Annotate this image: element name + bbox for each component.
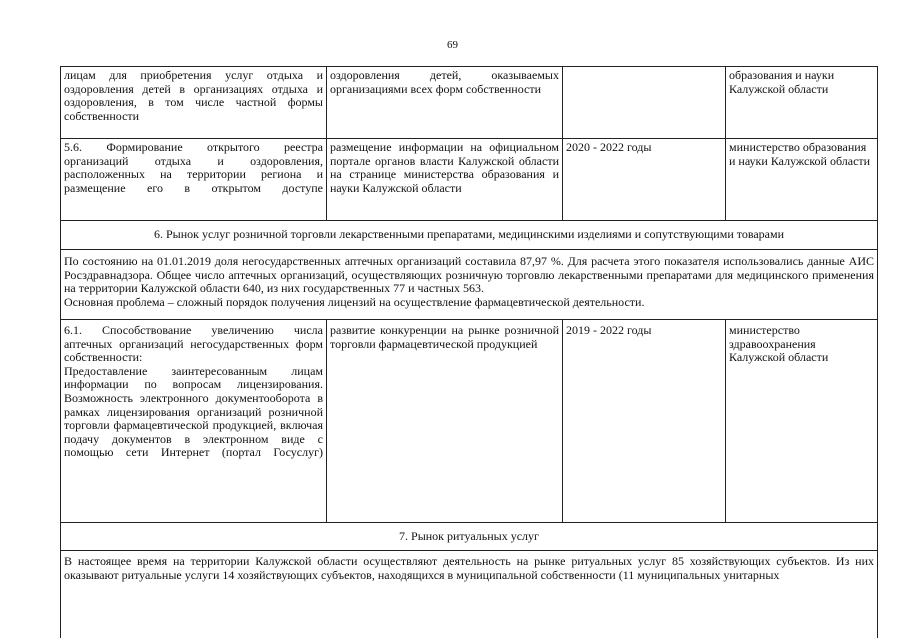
section-6-problem: Основная проблема – сложный порядок получения лицензий на осуществление фармацевтической деятельности. (64, 294, 645, 309)
table-row (61, 138, 877, 221)
section-7-description: В настоящее время на территории Калужской области осуществляют деятельность на рынке ритуальных услуг 85 хозяйствующих субъектов. Из них оказывают ритуальные услуги 14 хозяйствующих субъектов, находящихся в муниципальной собственности (11 муниципальных унитарных (64, 554, 874, 582)
table-row (61, 66, 877, 139)
section-7-title: 7. Рынок ритуальных услуг (399, 529, 539, 543)
section-description-row (61, 249, 877, 320)
responsible-cell: министерство здравоохранения Калужской области (725, 320, 877, 523)
section-6-title: 6. Рынок услуг розничной торговли лекарственными препаратами, медицинскими изделиями и сопутствующими товарами (153, 227, 785, 241)
period-cell (562, 67, 725, 139)
result-cell: размещение информации на официальном портале органов власти Калужской области на странице министерства образования и науки Калужской области (326, 139, 562, 221)
page-number: 69 (447, 39, 458, 51)
measures-table (60, 66, 878, 638)
measure-cell (61, 320, 326, 523)
measure-point: Возможность электронного документооборота в рамках лицензирования организаций розничной торговли фармацевтической продукцией, включая подачу документов в электронном виде с помощью сети Интернет (портал Госуслуг) (64, 390, 323, 460)
responsible-cell: образования и науки Калужской области (725, 67, 877, 139)
section-6-text: По состоянию на 01.01.2019 доля негосударственных аптечных организаций составила 87,97 %. Для расчета этого показателя использовались данные АИС Росздравнадзора. Общее число аптечных организаций, осуществляющих розничную торговлю лекарственными препаратами для медицинского применения на территории Калужской области 640, из них государственных 77 и частных 563. (64, 254, 874, 296)
result-cell: развитие конкуренции на рынке розничной торговли фармацевтической продукцией (326, 320, 562, 523)
period-cell: 2020 - 2022 годы (562, 139, 725, 221)
measure-intro: 6.1. Способствование увеличению числа аптечных организаций негосударственных форм собственности: (64, 323, 323, 365)
table-row (61, 319, 877, 523)
section-6-description (61, 250, 877, 311)
result-cell: оздоровления детей, оказываемых организациями всех форм собственности (326, 67, 562, 139)
measure-cell: лицам для приобретения услуг отдыха и оздоровления детей в организациях отдыха и оздоровления, в том числе частной формы собственности (64, 68, 323, 123)
section-header-row (61, 522, 877, 551)
section-description-row (61, 550, 877, 638)
measure-point: Предоставление заинтересованным лицам информации по вопросам лицензирования. (64, 363, 323, 392)
period-cell: 2019 - 2022 годы (562, 320, 725, 523)
section-header-row (61, 220, 877, 250)
measure-cell: 5.6. Формирование открытого реестра организаций отдыха и оздоровления, расположенных на территории региона и размещение его в открытом доступе (64, 140, 323, 195)
responsible-cell: министерство образования и науки Калужской области (725, 139, 877, 221)
